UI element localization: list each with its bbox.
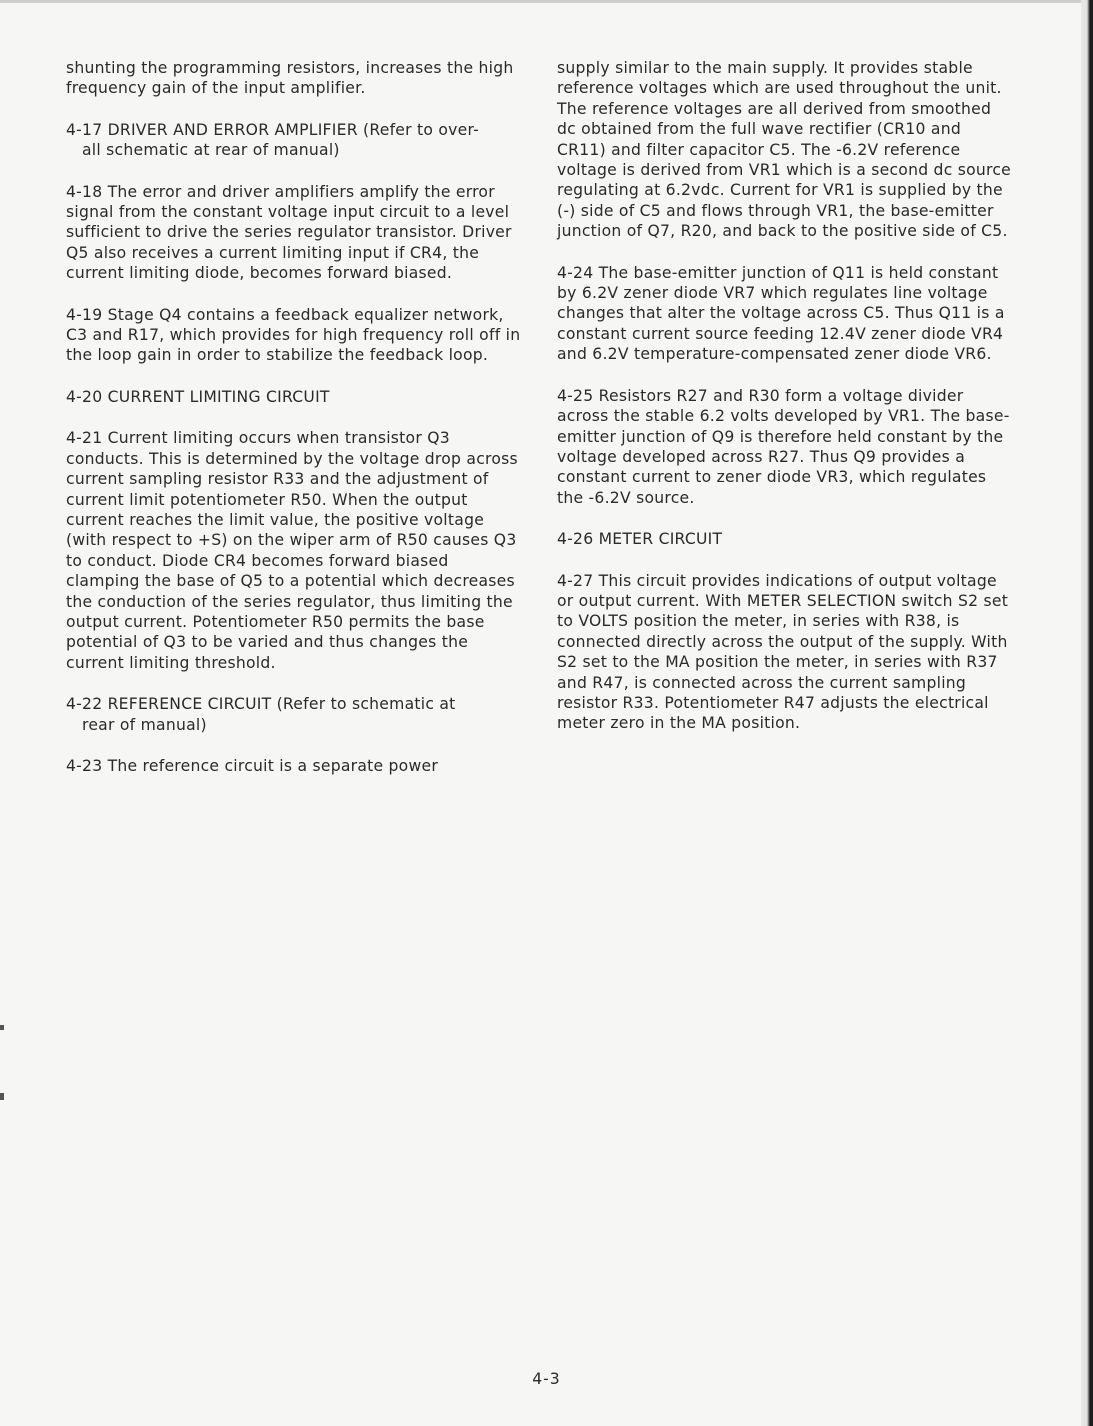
paragraph-4-24: 4-24 The base-emitter junction of Q11 is held constant by 6.2V zener diode VR7 which regulates line voltage changes that alter the voltage across C5. Thus Q11 is a constant current source feeding 12.4V zener diode VR4 and 6.2V temperature-compensated zener diode VR6. <box>557 263 1005 364</box>
heading-4-22-line2: rear of manual) <box>82 715 207 734</box>
paragraph-4-19: 4-19 Stage Q4 contains a feedback equalizer network, C3 and R17, which provides for high frequency roll off in the loop gain in order to stabilize the feedback loop. <box>66 305 521 365</box>
paragraph-4-21: 4-21 Current limiting occurs when transistor Q3 conducts. This is determined by the voltage drop across current sampling resistor R33 and the adjustment of current limit potentiometer R50. When the output current reaches the limit value, the positive voltage (with respect to +S) on the wiper arm of R50 causes Q3 to conduct. Diode CR4 becomes forward biased clamping the base of Q5 to a potential which decreases the conduction of the series regulator, thus limiting the output current. Potentiometer R50 permits the base potential of Q3 to be varied and thus changes the current limiting threshold. <box>66 429 518 672</box>
right-column <box>557 58 1015 755</box>
heading-4-17-line2: all schematic at rear of manual) <box>82 141 340 160</box>
heading-4-20: 4-20 CURRENT LIMITING CIRCUIT <box>66 387 330 406</box>
heading-4-22 <box>66 694 522 735</box>
left-column <box>66 58 522 797</box>
paragraph-4-25: 4-25 Resistors R27 and R30 form a voltage divider across the stable 6.2 volts developed by VR1. The base-emitter junction of Q9 is therefore held constant by the voltage developed across R27. Thus Q9 provides a constant current to zener diode VR3, which regulates the -6.2V source. <box>557 386 1010 507</box>
left-margin-mark <box>0 1093 4 1100</box>
paragraph-4-23: 4-23 The reference circuit is a separate power <box>66 756 438 775</box>
right-page-edge <box>1081 0 1093 1426</box>
heading-4-17 <box>66 120 522 161</box>
paragraph-supply: supply similar to the main supply. It provides stable reference voltages which are used throughout the unit. The reference voltages are all derived from smoothed dc obtained from the full wave rectifier (CR10 and CR11) and filter capacitor C5. The -6.2V reference voltage is derived from VR1 which is a second dc source regulating at 6.2vdc. Current for VR1 is supplied by the (-) side of C5 and flows through VR1, the base-emitter junction of Q7, R20, and back to the positive side of C5. <box>557 59 1012 241</box>
heading-4-22-line1: 4-22 REFERENCE CIRCUIT (Refer to schematic at <box>66 695 456 714</box>
left-margin-mark <box>0 1025 4 1030</box>
heading-4-17-line1: 4-17 DRIVER AND ERROR AMPLIFIER (Refer to over- <box>66 120 480 139</box>
paragraph-4-27: 4-27 This circuit provides indications of output voltage or output current. With METER SELECTION switch S2 set to VOLTS position the meter, in series with R38, is connected directly across the output of the supply. With S2 set to the MA position the meter, in series with R37 and R47, is connected across the current sampling resistor R33. Potentiometer R47 adjusts the electrical meter zero in the MA position. <box>557 571 1009 733</box>
top-edge-rule <box>0 0 1093 3</box>
paragraph-shunting: shunting the programming resistors, increases the high frequency gain of the input amplifier. <box>66 59 514 98</box>
heading-4-26: 4-26 METER CIRCUIT <box>557 530 723 549</box>
page-number: 4-3 <box>532 1370 561 1388</box>
paragraph-4-18: 4-18 The error and driver amplifiers amplify the error signal from the constant voltage input circuit to a level sufficient to drive the series regulator transistor. Driver Q5 also receives a current limiting input if CR4, the current limiting diode, becomes forward biased. <box>66 182 512 283</box>
